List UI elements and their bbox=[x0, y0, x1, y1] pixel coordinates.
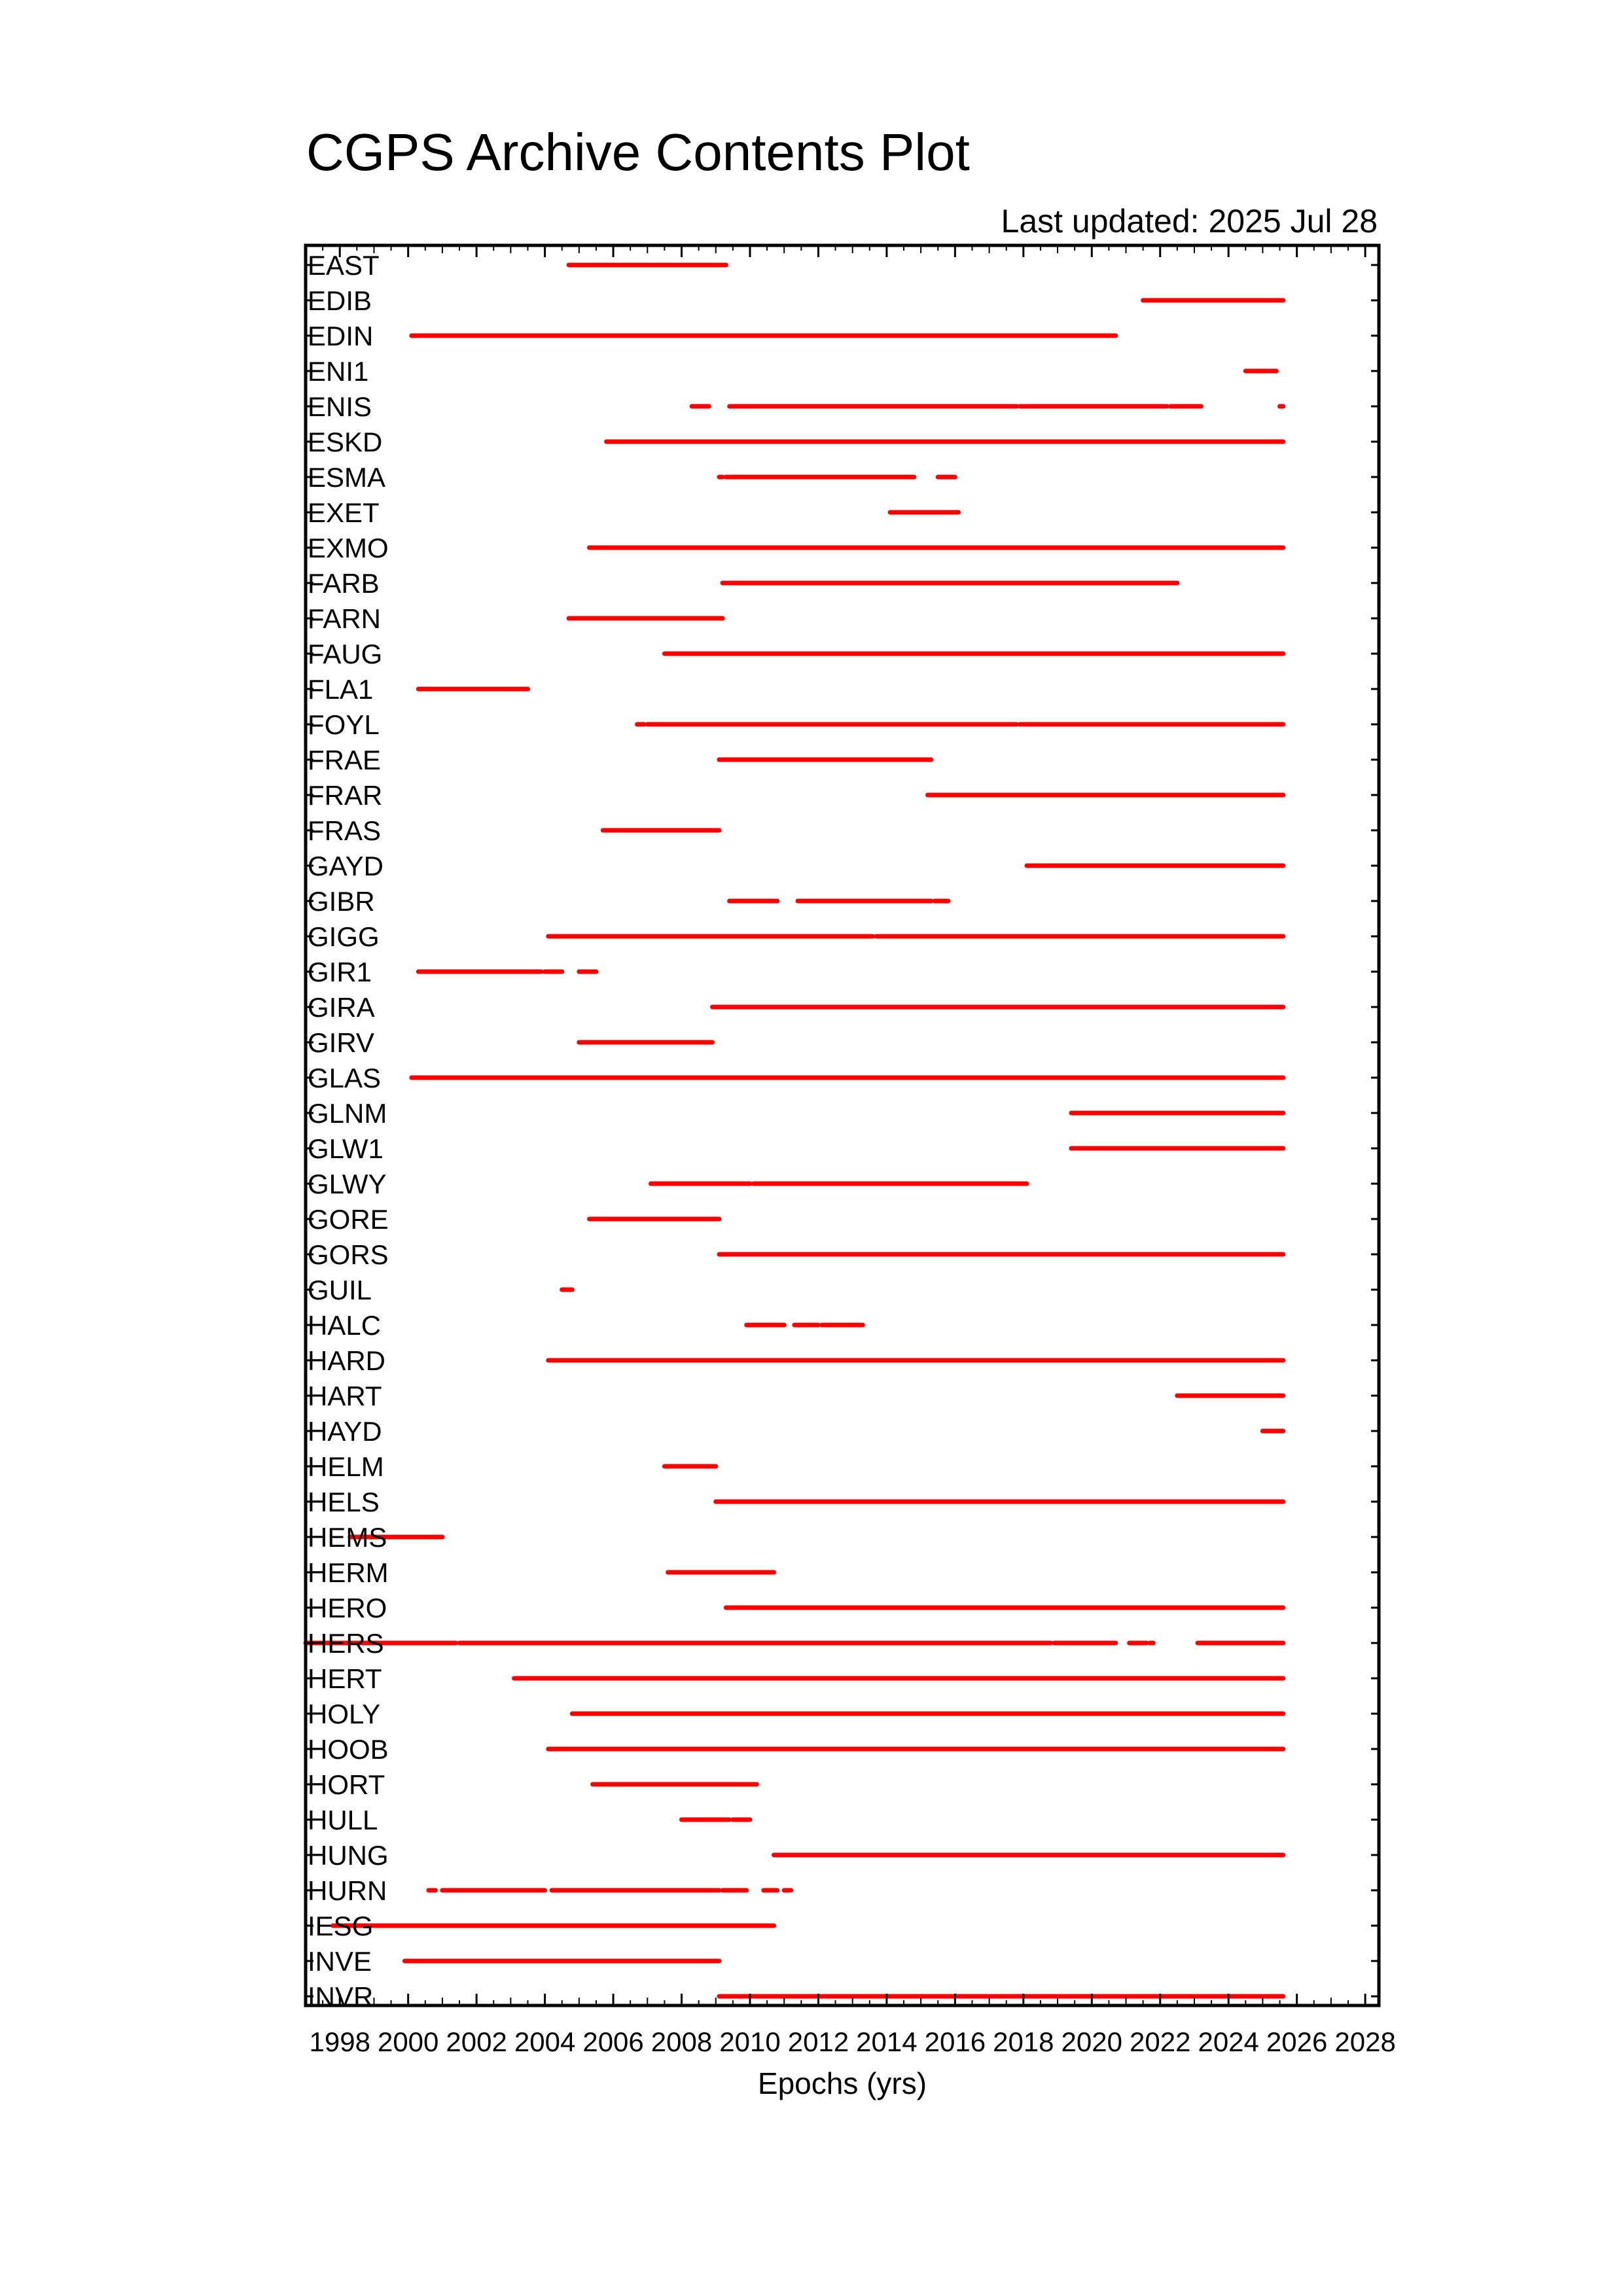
station-label-helm: HELM bbox=[308, 1451, 384, 1482]
x-tick-label-2008: 2008 bbox=[651, 2026, 713, 2057]
station-label-hems: HEMS bbox=[308, 1522, 387, 1553]
x-tick-label-2026: 2026 bbox=[1266, 2026, 1328, 2057]
x-tick-label-2002: 2002 bbox=[446, 2026, 507, 2057]
plot-frame bbox=[306, 245, 1379, 2005]
x-tick-label-2006: 2006 bbox=[582, 2026, 644, 2057]
station-label-farn: FARN bbox=[308, 603, 382, 634]
station-label-hert: HERT bbox=[308, 1663, 382, 1694]
x-tick-label-2012: 2012 bbox=[787, 2026, 849, 2057]
last-updated-label: Last updated: 2025 Jul 28 bbox=[1001, 203, 1378, 239]
station-label-holy: HOLY bbox=[308, 1699, 381, 1729]
station-label-glwy: GLWY bbox=[308, 1169, 387, 1199]
station-label-fla1: FLA1 bbox=[308, 674, 374, 705]
station-label-gayd: GAYD bbox=[308, 851, 383, 881]
station-labels bbox=[308, 250, 389, 2012]
station-label-eskd: ESKD bbox=[308, 427, 383, 457]
x-tick-label-2004: 2004 bbox=[514, 2026, 576, 2057]
station-label-foyl: FOYL bbox=[308, 709, 380, 740]
x-tick-label-2020: 2020 bbox=[1061, 2026, 1122, 2057]
station-label-enis: ENIS bbox=[308, 391, 372, 422]
station-label-guil: GUIL bbox=[308, 1275, 372, 1305]
station-label-edin: EDIN bbox=[308, 321, 374, 351]
station-label-hels: HELS bbox=[308, 1487, 380, 1517]
x-tick-label-2000: 2000 bbox=[377, 2026, 439, 2057]
station-label-inve: INVE bbox=[308, 1946, 372, 1977]
station-label-herm: HERM bbox=[308, 1557, 389, 1588]
station-label-esma: ESMA bbox=[308, 462, 386, 493]
x-tick-label-2022: 2022 bbox=[1130, 2026, 1191, 2057]
station-label-frar: FRAR bbox=[308, 780, 383, 811]
station-label-hung: HUNG bbox=[308, 1840, 389, 1871]
station-label-faug: FAUG bbox=[308, 639, 383, 669]
station-label-glw1: GLW1 bbox=[308, 1133, 383, 1164]
station-label-gibr: GIBR bbox=[308, 886, 375, 917]
station-label-hurn: HURN bbox=[308, 1875, 387, 1906]
station-label-girv: GIRV bbox=[308, 1027, 374, 1058]
station-label-glas: GLAS bbox=[308, 1063, 382, 1093]
station-label-hort: HORT bbox=[308, 1769, 385, 1800]
station-label-hart: HART bbox=[308, 1381, 382, 1411]
station-label-gors: GORS bbox=[308, 1239, 389, 1270]
station-label-exmo: EXMO bbox=[308, 533, 389, 563]
station-label-hero: HERO bbox=[308, 1593, 387, 1623]
station-label-gir1: GIR1 bbox=[308, 957, 372, 987]
station-label-glnm: GLNM bbox=[308, 1098, 387, 1129]
station-label-gira: GIRA bbox=[308, 992, 375, 1023]
x-axis-label: Epochs (yrs) bbox=[757, 2066, 927, 2100]
station-label-hull: HULL bbox=[308, 1805, 378, 1835]
x-tick-label-2010: 2010 bbox=[719, 2026, 781, 2057]
station-label-hayd: HAYD bbox=[308, 1416, 382, 1447]
x-tick-label-1998: 1998 bbox=[309, 2026, 370, 2057]
station-label-gore: GORE bbox=[308, 1204, 389, 1235]
station-label-farb: FARB bbox=[308, 568, 380, 599]
station-label-iesg: IESG bbox=[308, 1911, 374, 1941]
station-segments bbox=[306, 265, 1283, 1996]
x-tick-label-2028: 2028 bbox=[1334, 2026, 1396, 2057]
station-label-exet: EXET bbox=[308, 497, 380, 528]
x-tick-label-2024: 2024 bbox=[1198, 2026, 1259, 2057]
x-tick-label-2018: 2018 bbox=[993, 2026, 1054, 2057]
station-label-hers: HERS bbox=[308, 1628, 384, 1659]
station-label-halc: HALC bbox=[308, 1310, 382, 1341]
station-label-east: EAST bbox=[308, 250, 380, 281]
station-label-frae: FRAE bbox=[308, 745, 382, 775]
station-label-hard: HARD bbox=[308, 1345, 386, 1376]
chart-title: CGPS Archive Contents Plot bbox=[306, 123, 970, 181]
station-label-hoob: HOOB bbox=[308, 1734, 389, 1765]
x-axis-ticks bbox=[306, 245, 1396, 2057]
station-label-invr: INVR bbox=[308, 1981, 374, 2012]
station-label-eni1: ENI1 bbox=[308, 356, 369, 387]
x-tick-label-2016: 2016 bbox=[924, 2026, 986, 2057]
station-label-edib: EDIB bbox=[308, 285, 372, 316]
x-tick-label-2014: 2014 bbox=[856, 2026, 918, 2057]
station-label-gigg: GIGG bbox=[308, 921, 380, 952]
station-label-fras: FRAS bbox=[308, 815, 382, 846]
